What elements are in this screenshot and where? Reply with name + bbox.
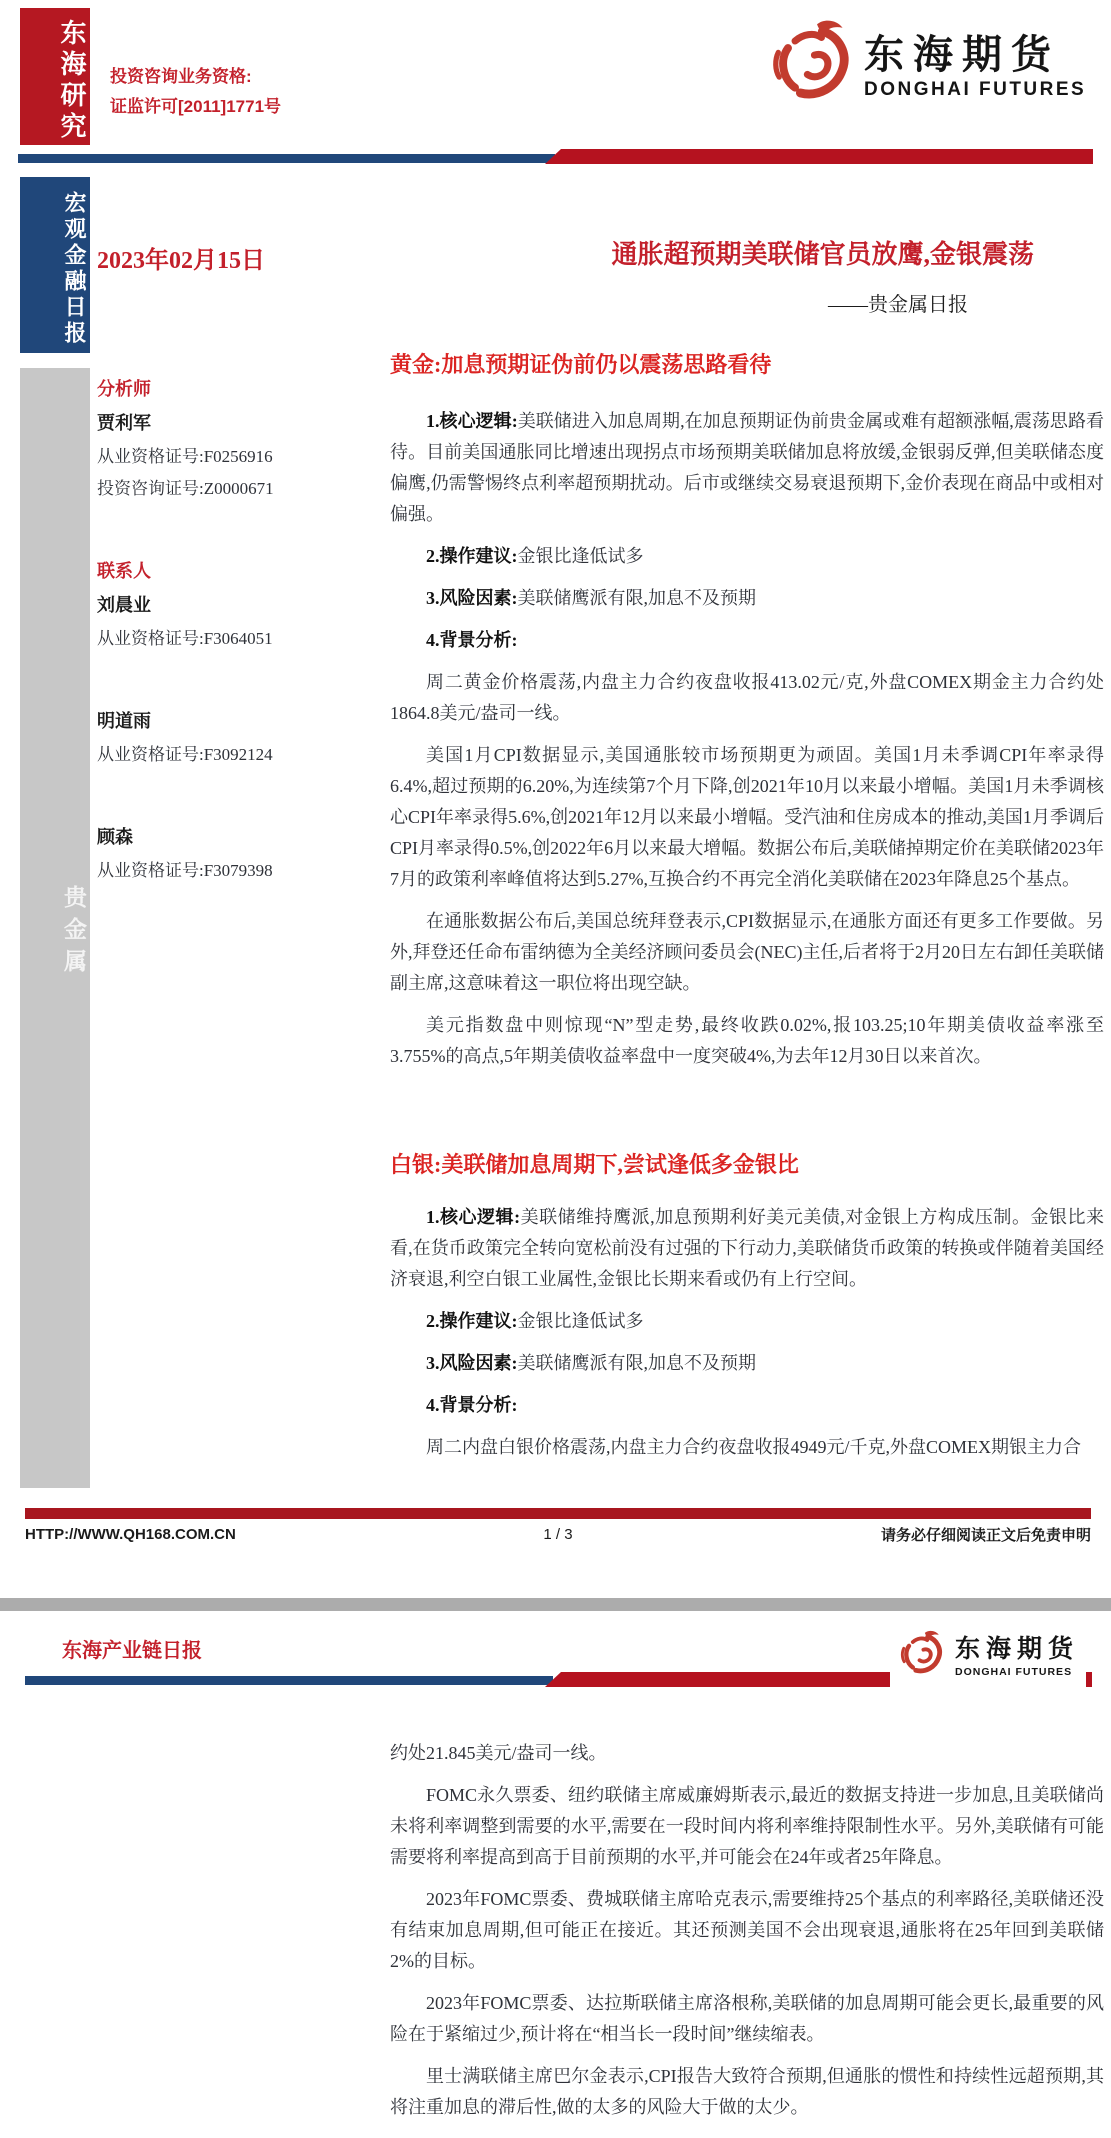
person-entry [97, 710, 385, 766]
person-name: 贾利军 [97, 413, 151, 433]
paragraph: 2023年FOMC票委、费城联储主席哈克表示,需要维持25个基点的利率路径,美联储还没有结束加息周期,但可能正在接近。其还预测美国不会出现衰退,通胀将在25年回到美联储2%的目标。 [390, 1889, 1104, 1971]
paragraph: 3.风险因素:美联储鹰派有限,加息不及预期 [426, 588, 756, 608]
dragon-icon [897, 1628, 945, 1685]
analyst-list [97, 412, 385, 500]
header-divider-blue [18, 154, 555, 163]
logo-cn-text: 东海期货 [954, 1636, 1079, 1663]
paragraph: 4.背景分析: [426, 1395, 518, 1415]
company-logo-small [890, 1616, 1086, 1696]
logo-cn-text: 东海期货 [864, 31, 1060, 77]
paragraph: 3.风险因素:美联储鹰派有限,加息不及预期 [426, 1353, 756, 1373]
report-category-label: 宏观金融日报 [62, 191, 87, 347]
silver-section-body [390, 1202, 1104, 1474]
page2-divider-blue [25, 1676, 553, 1685]
person-credential: 从业资格证号:F3092124 [97, 745, 273, 764]
brand-badge [20, 8, 90, 145]
silver-section-heading: 白银:美联储加息周期下,尝试逢低多金银比 [390, 1152, 799, 1177]
gold-section-heading: 黄金:加息预期证伪前仍以震荡思路看待 [390, 352, 772, 377]
page-number: 1 / 3 [543, 1526, 573, 1543]
company-logo [766, 16, 1086, 115]
license-line-2: 证监许可[2011]1771号 [110, 97, 282, 116]
section-tab-precious-metal [20, 368, 90, 1488]
person-name: 明道雨 [97, 711, 151, 731]
report-category-tab [20, 177, 90, 353]
paragraph: 周二黄金价格震荡,内盘主力合约夜盘收报413.02元/克,外盘COMEX期金主力合约处1864.8美元/盎司一线。 [390, 672, 1104, 723]
license-line-1: 投资咨询业务资格: [110, 67, 252, 86]
person-credential: 从业资格证号:F3079398 [97, 861, 273, 880]
paragraph: 2023年FOMC票委、达拉斯联储主席洛根称,美联储的加息周期可能会更长,最重要的风险在于紧缩过少,预计将在“相当长一段时间”继续缩表。 [390, 1993, 1104, 2044]
logo-en-text: DONGHAI FUTURES [954, 1666, 1073, 1678]
analyst-panel [97, 378, 385, 942]
paragraph: 4.背景分析: [426, 630, 518, 650]
paragraph: 1.核心逻辑:美联储维持鹰派,加息预期利好美元美债,对金银上方构成压制。金银比来看,在货币政策完全转向宽松前没有过强的下行动力,美联储货币政策的转换或伴随着美国经济衰退,利空白银工业属性,金银比长期来看或仍有上行空间。 [390, 1207, 1104, 1289]
report-title: 通胀超预期美联储官员放鹰,金银震荡 [611, 240, 1034, 269]
person-entry [97, 826, 385, 882]
paragraph: FOMC永久票委、纽约联储主席威廉姆斯表示,最近的数据支持进一步加息,且美联储尚未将利率调整到需要的水平,需要在一段时间内将利率维持限制性水平。另外,美联储有可能需要将利率提高到高于目前预期的水平,并可能会在24年或者25年降息。 [390, 1785, 1104, 1867]
page-separator [0, 1598, 1111, 1611]
paragraph: 美国1月CPI数据显示,美国通胀较市场预期更为顽固。美国1月未季调CPI年率录得6.4%,超过预期的6.20%,为连续第7个月下降,创2021年10月以来最小增幅。美国1月未季调核心CPI年率录得5.6%,创2021年12月以来最小增幅。受汽油和住房成本的推动,美国1月季调后CPI月率录得0.5%,创2022年6月以来最大增幅。数据公布后,美联储掉期定价在美联储2023年7月的政策利率峰值将达到5.27%,互换合约不再完全消化美联储在2023年降息25个基点。 [390, 745, 1104, 889]
contact-label: 联系人 [97, 561, 151, 581]
page-footer [25, 1524, 1091, 1545]
footer-divider [25, 1508, 1091, 1519]
paragraph: 周二内盘白银价格震荡,内盘主力合约夜盘收报4949元/千克,外盘COMEX期银主力合 [426, 1437, 1082, 1457]
person-credential: 从业资格证号:F3064051 [97, 629, 273, 648]
analyst-label: 分析师 [97, 379, 151, 399]
report-date: 2023年02月15日 [97, 248, 265, 274]
dragon-icon [766, 16, 854, 115]
logo-en-text: DONGHAI FUTURES [864, 78, 1087, 100]
paragraph: 2.操作建议:金银比逢低试多 [426, 1311, 644, 1331]
person-name: 刘晨业 [97, 595, 151, 615]
person-credential: 从业资格证号:F0256916 [97, 447, 273, 466]
person-entry [97, 412, 385, 500]
paragraph: 美元指数盘中则惊现“N”型走势,最终收跌0.02%,报103.25;10年期美债收益率涨至3.755%的高点,5年期美债收益率盘中一度突破4%,为去年12月30日以来首次。 [390, 1015, 1104, 1066]
paragraph: 里士满联储主席巴尔金表示,CPI报告大致符合预期,但通胀的惯性和持续性远超预期,其将注重加息的滞后性,做的太多的风险大于做的太少。 [390, 2066, 1104, 2117]
page2-body [390, 1738, 1104, 2134]
license-info [110, 62, 281, 122]
person-credential: 投资咨询证号:Z0000671 [97, 479, 274, 498]
paragraph: 1.核心逻辑:美联储进入加息周期,在加息预期证伪前贵金属或难有超额涨幅,震荡思路看待。目前美国通胀同比增速出现拐点市场预期美联储加息将放缓,金银弱反弹,但美联储态度偏鹰,仍需警惕终点利率超预期扰动。后市或继续交易衰退预期下,金价表现在商品中或相对偏强。 [390, 411, 1104, 524]
section-tab-label: 贵金属 [61, 885, 86, 981]
paragraph: 2.操作建议:金银比逢低试多 [426, 546, 644, 566]
contact-list [97, 594, 385, 882]
page2-header-title: 东海产业链日报 [62, 1640, 202, 1662]
paragraph: 约处21.845美元/盎司一线。 [390, 1743, 607, 1763]
brand-badge-label: 东海研究 [57, 18, 86, 143]
person-name: 顾森 [97, 827, 133, 847]
paragraph: 在通胀数据公布后,美国总统拜登表示,CPI数据显示,在通胀方面还有更多工作要做。另外,拜登还任命布雷纳德为全美经济顾问委员会(NEC)主任,后者将于2月20日左右卸任美联储副主席,这意味着这一职位将出现空缺。 [390, 911, 1104, 993]
footer-url: HTTP://WWW.QH168.COM.CN [25, 1526, 236, 1543]
gold-section-body [390, 406, 1104, 1083]
person-entry [97, 594, 385, 650]
footer-disclaimer: 请务必仔细阅读正文后免责申明 [880, 1527, 1091, 1544]
report-subtitle: ——贵金属日报 [828, 294, 968, 316]
header-divider-red [545, 149, 1093, 164]
